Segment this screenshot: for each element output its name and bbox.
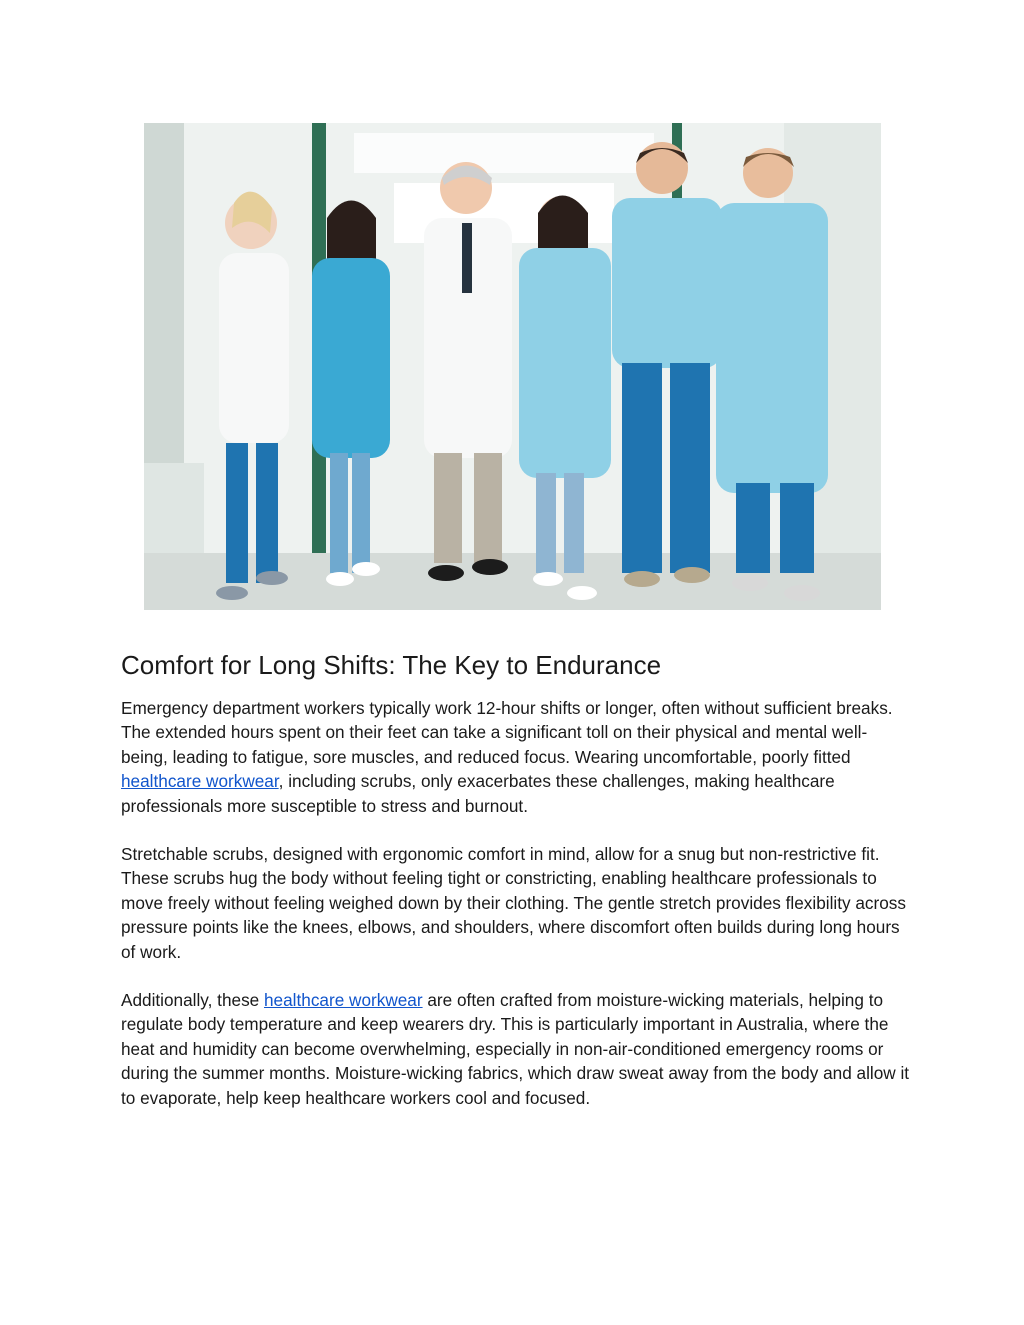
paragraph-text: Additionally, these: [121, 990, 264, 1011]
healthcare-workwear-link[interactable]: healthcare workwear: [121, 771, 279, 792]
paragraph-stretchable: Stretchable scrubs, designed with ergonomic comfort in mind, allow for a snug but non-restrictive fit. These scrubs hug the body without feeling tight or constricting, enabling healthcare professionals to move freely without feeling weighed down by their clothing. The gentle stretch provides flexibility across pressure points like the knees, elbows, and shoulders, where discomfort often builds during long hours of work.: [121, 844, 906, 962]
healthcare-workwear-link[interactable]: healthcare workwear: [264, 990, 423, 1011]
paragraph-comfort: [121, 696, 911, 818]
hero-photo: [144, 123, 881, 610]
article: [121, 648, 911, 1134]
paragraph-text: are often crafted from moisture-wicking materials, helping to regulate body temperature and keep wearers dry. This is particularly important in Australia, where the heat and humidity can become overwhelming, especially in non-air-conditioned emergency rooms or during the summer months. Moisture-wicking fabrics, which draw sweat away from the body and allow it to evaporate, help keep healthcare workers cool and focused.: [121, 990, 910, 1108]
paragraph-text: Emergency department workers typically work 12-hour shifts or longer, often without sufficient breaks. The extended hours spent on their feet can take a significant toll on their physical and mental well-being, leading to fatigue, sore muscles, and reduced focus. Wearing uncomfortable, poorly fitted: [121, 698, 893, 767]
paragraph-moisture: [121, 988, 911, 1110]
paragraph-text: , including scrubs, only exacerbates these challenges, making healthcare professionals more susceptible to stress and burnout.: [121, 771, 835, 816]
medical-team-photo: [144, 123, 881, 610]
article-heading: Comfort for Long Shifts: The Key to Endurance: [121, 650, 662, 680]
